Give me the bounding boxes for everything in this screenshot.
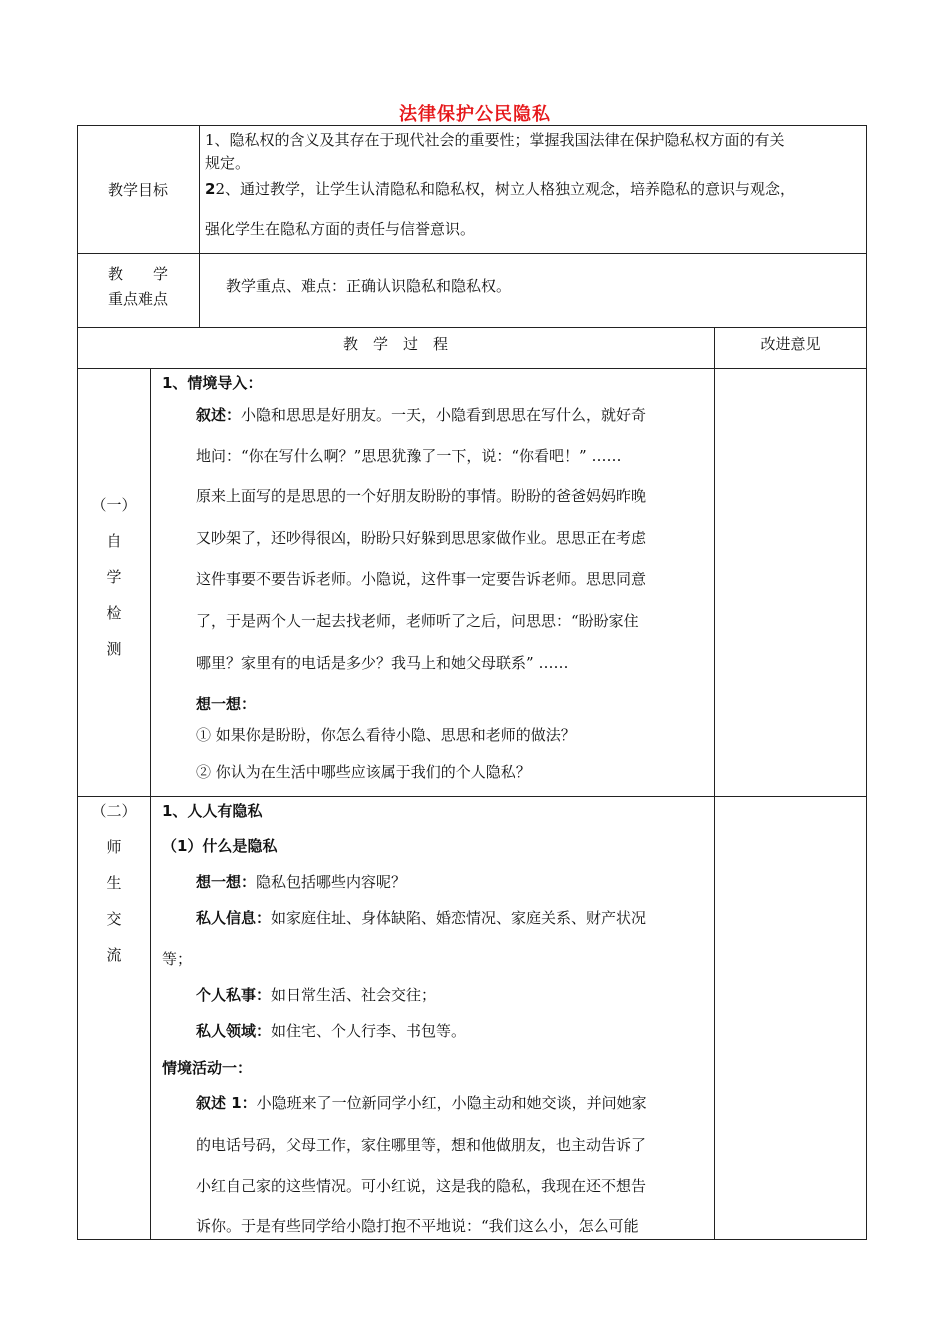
- row-divider: [77, 253, 867, 254]
- keypoints-label: 教 学: [107, 265, 168, 283]
- document-title: 法律保护公民隐私: [399, 104, 551, 125]
- objectives-label: 教学目标: [107, 181, 168, 199]
- narrative-line: 叙述：小隐和思思是好朋友。一天，小隐看到思思在写什么，就好奇: [196, 406, 647, 424]
- objectives-line: 22、通过教学，让学生认清隐私和隐私权，树立人格独立观念，培养隐私的意识与观念，: [205, 180, 795, 198]
- row-divider: [77, 796, 867, 797]
- question: ① 如果你是盼盼，你怎么看待小隐、思思和老师的做法？: [196, 726, 576, 744]
- activity-heading: 情境活动一：: [162, 1059, 253, 1077]
- narrative-line: 哪里？家里有的电话是多少？我马上和她父母联系” ……: [196, 654, 569, 672]
- row-divider: [77, 327, 867, 328]
- narrative-line: 原来上面写的是思思的一个好朋友盼盼的事情。盼盼的爸爸妈妈昨晚: [196, 487, 647, 505]
- think-line: 想一想：隐私包括哪些内容呢？: [196, 873, 407, 891]
- domain-line: 私人领域：如住宅、个人行李、书包等。: [196, 1022, 467, 1040]
- narrative-line: 叙述 1：小隐班来了一位新同学小红，小隐主动和她交谈，并问她家: [196, 1094, 647, 1112]
- question: ② 你认为在生活中哪些应该属于我们的个人隐私？: [196, 763, 531, 781]
- think-label: 想一想：: [196, 695, 257, 713]
- narrative-line: 小红自己家的这些情况。可小红说，这是我的隐私，我现在还不想告: [196, 1177, 647, 1195]
- narrative-line: 诉你。于是有些同学给小隐打抱不平地说：“我们这么小，怎么可能: [196, 1217, 639, 1235]
- narrative-line: 又吵架了，还吵得很凶，盼盼只好躲到思思家做作业。思思正在考虑: [196, 529, 647, 547]
- info-line: 私人信息：如家庭住址、身体缺陷、婚恋情况、家庭关系、财产状况: [196, 909, 647, 927]
- keypoints-text: 教学重点、难点：正确认识隐私和隐私权。: [226, 277, 512, 295]
- section2-heading: 1、人人有隐私: [162, 802, 263, 820]
- col-divider: [150, 368, 151, 1240]
- affairs-line: 个人私事：如日常生活、社会交往；: [196, 986, 437, 1004]
- section2-label: （二） 师 生 交 流: [91, 802, 137, 964]
- section1-heading: 1、情境导入：: [162, 374, 263, 392]
- narrative-line: 的电话号码，父母工作，家住哪里等，想和他做朋友，也主动告诉了: [196, 1136, 647, 1154]
- row-divider: [77, 368, 867, 369]
- narrative-line: 了，于是两个人一起去找老师，老师听了之后，问思思：“盼盼家住: [196, 612, 639, 630]
- process-header: 教 学 过 程: [342, 335, 448, 353]
- narrative-line: 这件事要不要告诉老师。小隐说，这件事一定要告诉老师。思思同意: [196, 570, 647, 588]
- col-divider: [199, 125, 200, 327]
- keypoints-label: 重点难点: [107, 290, 168, 308]
- objectives-line: 规定。: [205, 154, 251, 172]
- section2-subheading: （1）什么是隐私: [162, 837, 278, 855]
- narrative-line: 地问：“你在写什么啊？”思思犹豫了一下，说：“你看吧！” ……: [196, 447, 622, 465]
- objectives-line: 1、隐私权的含义及其存在于现代社会的重要性；掌握我国法律在保护隐私权方面的有关: [205, 131, 785, 149]
- section1-label: （一） 自 学 检 测: [91, 496, 137, 658]
- info-line: 等；: [162, 950, 193, 968]
- improve-header: 改进意见: [760, 335, 821, 353]
- col-divider: [714, 327, 715, 1240]
- objectives-line: 强化学生在隐私方面的责任与信誉意识。: [205, 220, 476, 238]
